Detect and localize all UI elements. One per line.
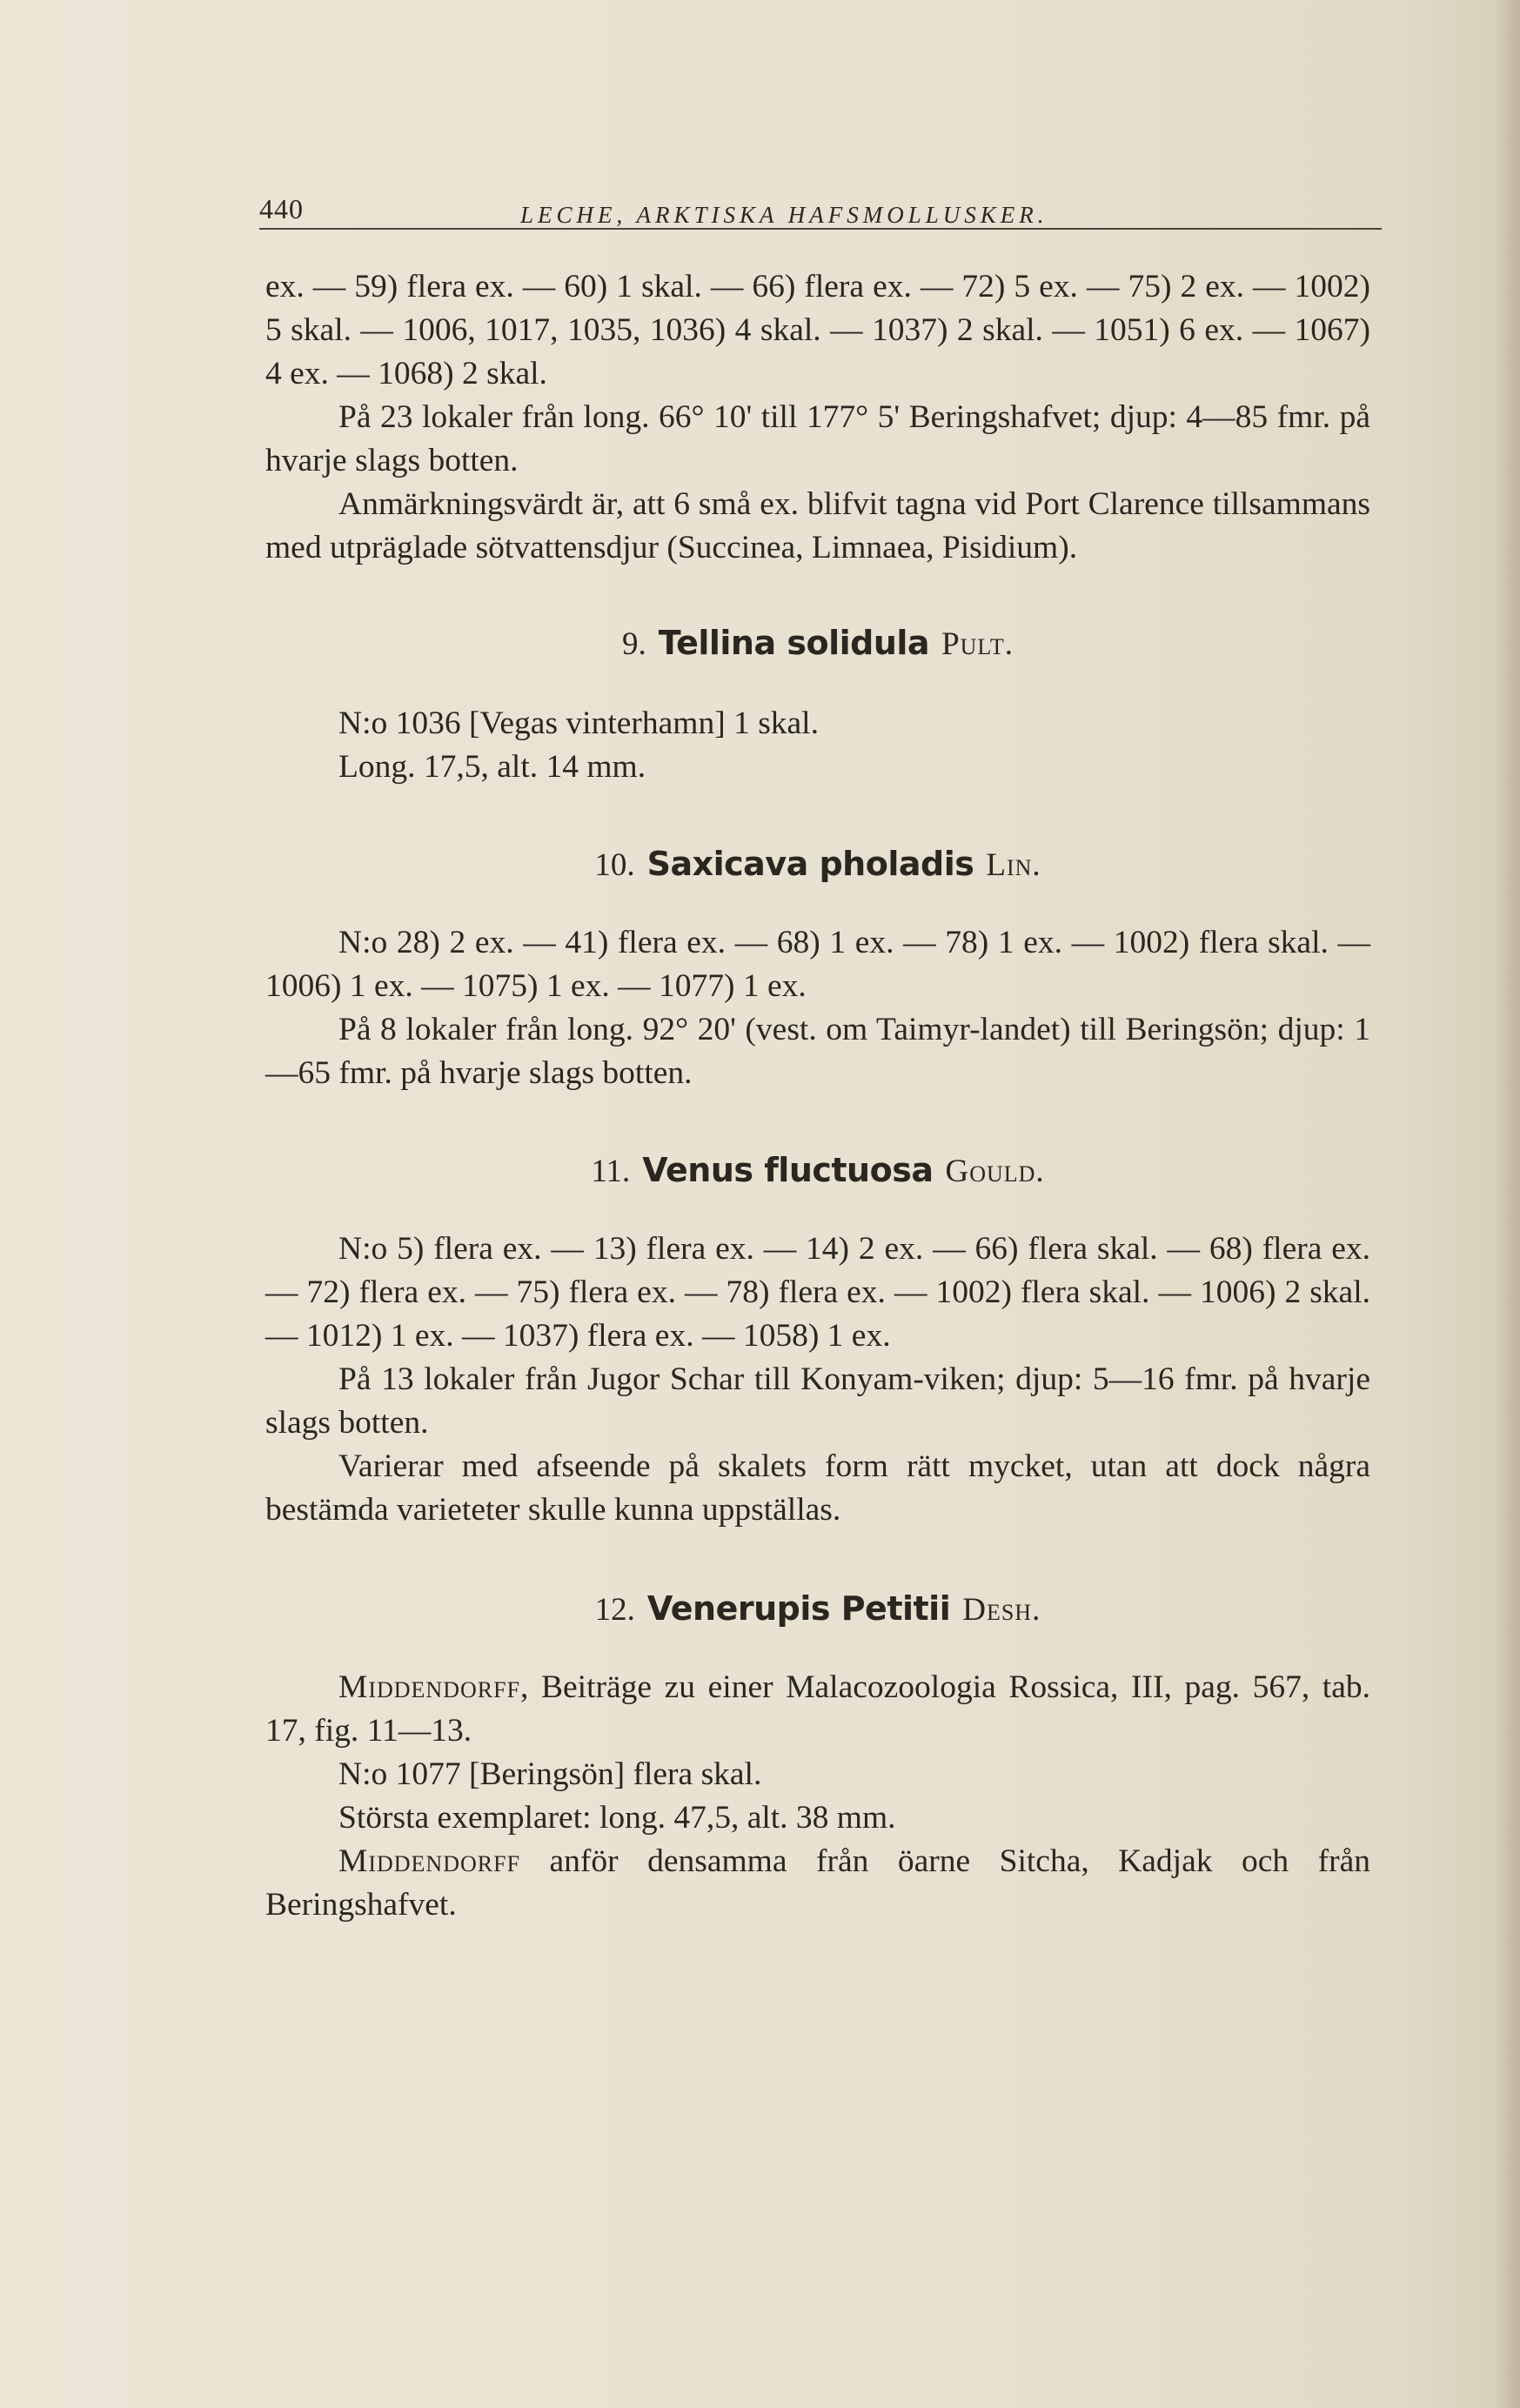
page-header: [259, 193, 1382, 230]
species-12-reference: [265, 1666, 1370, 1753]
species-number: 10.: [594, 847, 635, 883]
species-name: Saxicava pholadis: [646, 845, 974, 883]
species-name: Venus fluctuosa: [642, 1151, 934, 1189]
running-title: LECHE, ARKTISKA HAFSMOLLUSKER.: [520, 202, 1048, 228]
intro-records: ex. — 59) flera ex. — 60) 1 skal. — 66) flera ex. — 72) 5 ex. — 75) 2 ex. — 1002) 5 skal. — 1006, 1017, 1035, 1036) 4 skal. — 1037) 2 skal. — 1051) 6 ex. — 1067) 4 ex. — 1068) 2 skal.: [265, 269, 1370, 391]
species-heading-11: [265, 1144, 1370, 1198]
species-heading-10: [265, 838, 1370, 892]
reference-author: Middendorff: [338, 1669, 521, 1705]
species-9-records: N:o 1036 [Vegas vinterhamn] 1 skal.: [338, 706, 819, 741]
page-number: 440: [259, 193, 304, 224]
page-body: [265, 265, 1370, 1927]
species-11-records: N:o 5) flera ex. — 13) flera ex. — 14) 2 ex. — 66) flera skal. — 68) flera ex. — 72) flera ex. — 75) flera ex. — 78) flera ex. — 1002) flera skal. — 1006) 2 skal. — 1012) 1 ex. — 1037) flera ex. — 1058) 1 ex.: [265, 1231, 1370, 1354]
species-author: Desh.: [962, 1592, 1041, 1628]
species-number: 12.: [594, 1592, 635, 1628]
species-number: 9.: [621, 626, 646, 662]
species-10-localities: På 8 lokaler från long. 92° 20' (vest. om Taimyr-landet) till Beringsön; djup: 1—65 fmr. på hvarje slags botten.: [265, 1012, 1370, 1091]
species-11-localities: På 13 lokaler från Jugor Schar till Konyam-viken; djup: 5—16 fmr. på hvarje slags botten.: [265, 1361, 1370, 1441]
note-text: anför densamma från öarne Sitcha, Kadjak och från Beringshafvet.: [265, 1843, 1370, 1923]
species-heading-12: [265, 1582, 1370, 1636]
reference-text: , Beiträge zu einer Malacozoologia Rossica, III, pag. 567, tab. 17, fig. 11—13.: [265, 1669, 1370, 1749]
note-author: Middendorff: [338, 1843, 521, 1879]
intro-localities: På 23 lokaler från long. 66° 10' till 177° 5' Beringshafvet; djup: 4—85 fmr. på hvarje slags botten.: [265, 399, 1370, 478]
species-12-records: N:o 1077 [Beringsön] flera skal.: [338, 1756, 762, 1792]
intro-note: Anmärkningsvärdt är, att 6 små ex. blifvit tagna vid Port Clarence tillsammans med utpräglade sötvattensdjur (Succinea, Limnaea, Pisidium).: [265, 486, 1370, 565]
species-heading-9: [265, 617, 1370, 671]
species-author: Pult.: [941, 626, 1014, 662]
species-author: Gould.: [945, 1154, 1045, 1189]
species-name: Tellina solidula: [658, 624, 930, 662]
species-11-note: Varierar med afseende på skalets form rätt mycket, utan att dock några bestämda varieteter skulle kunna uppställas.: [265, 1448, 1370, 1528]
species-12-note: [265, 1840, 1370, 1927]
species-10-records: N:o 28) 2 ex. — 41) flera ex. — 68) 1 ex. — 78) 1 ex. — 1002) flera skal. — 1006) 1 ex. — 1075) 1 ex. — 1077) 1 ex.: [265, 925, 1370, 1004]
species-name: Venerupis Petitii: [646, 1589, 951, 1628]
species-number: 11.: [591, 1154, 631, 1189]
page-edge-shadow: [1494, 0, 1520, 2408]
species-12-size: Största exemplaret: long. 47,5, alt. 38 mm.: [338, 1800, 896, 1836]
species-author: Lin.: [986, 847, 1041, 883]
species-9-size: Long. 17,5, alt. 14 mm.: [338, 749, 646, 785]
